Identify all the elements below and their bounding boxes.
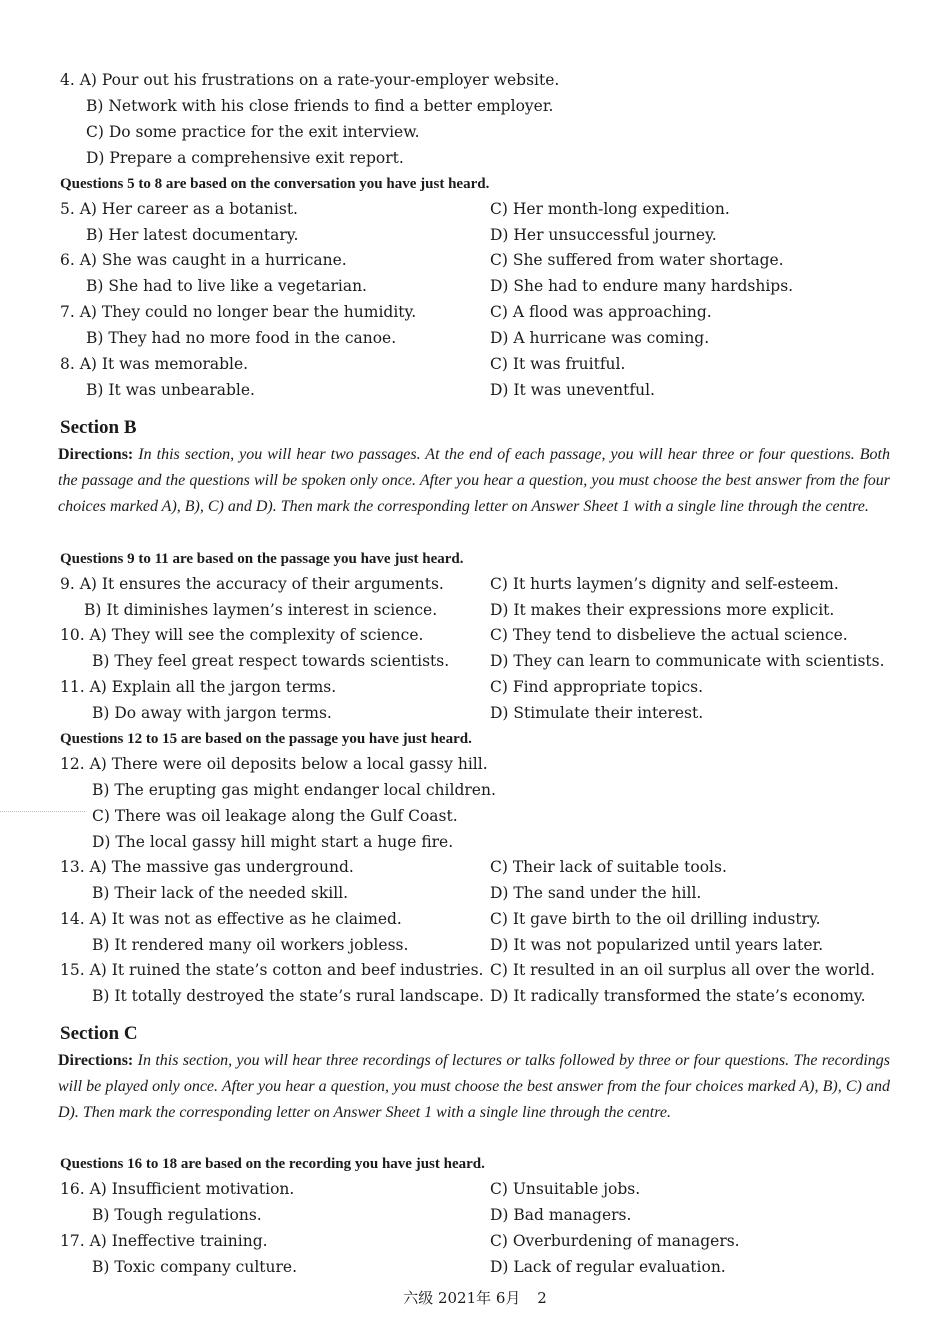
q11-option-a: 11. A) Explain all the jargon terms. xyxy=(60,678,337,696)
section-c-title: Section C xyxy=(60,1023,138,1044)
q15-option-d: D) It radically transformed the state’s economy. xyxy=(490,987,866,1005)
q14-option-c: C) It gave birth to the oil drilling industry. xyxy=(490,910,821,928)
questions-5-8-heading: Questions 5 to 8 are based on the conversation you have just heard. xyxy=(60,176,490,192)
questions-9-11-heading: Questions 9 to 11 are based on the passage you have just heard. xyxy=(60,551,464,567)
q7-option-c: C) A flood was approaching. xyxy=(490,303,712,321)
q5-option-d: D) Her unsuccessful journey. xyxy=(490,226,717,244)
section-c-directions xyxy=(58,1048,890,1126)
q16-option-b: B) Tough regulations. xyxy=(92,1206,262,1224)
q7-option-b: B) They had no more food in the canoe. xyxy=(86,329,397,347)
directions-label: Directions: xyxy=(58,446,134,463)
q8-option-a: 8. A) It was memorable. xyxy=(60,355,249,373)
q6-option-a: 6. A) She was caught in a hurricane. xyxy=(60,251,347,269)
q4-option-b: B) Network with his close friends to find a better employer. xyxy=(86,97,554,115)
q6-option-d: D) She had to endure many hardships. xyxy=(490,277,794,295)
q7-option-d: D) A hurricane was coming. xyxy=(490,329,710,347)
q17-option-b: B) Toxic company culture. xyxy=(92,1258,298,1276)
q14-option-a: 14. A) It was not as effective as he claimed. xyxy=(60,910,402,928)
q14-option-d: D) It was not popularized until years later. xyxy=(490,936,824,954)
q12-option-c: C) There was oil leakage along the Gulf Coast. xyxy=(92,807,458,825)
questions-16-18-heading: Questions 16 to 18 are based on the recording you have just heard. xyxy=(60,1156,485,1172)
q11-option-b: B) Do away with jargon terms. xyxy=(92,704,332,722)
q16-option-c: C) Unsuitable jobs. xyxy=(490,1180,641,1198)
section-b-directions xyxy=(58,442,890,520)
page-footer xyxy=(0,1287,950,1308)
q15-option-a: 15. A) It ruined the state’s cotton and beef industries. xyxy=(60,961,484,979)
q6-option-c: C) She suffered from water shortage. xyxy=(490,251,784,269)
q17-option-d: D) Lack of regular evaluation. xyxy=(490,1258,726,1276)
q12-option-a: 12. A) There were oil deposits below a local gassy hill. xyxy=(60,755,488,773)
questions-12-15-heading: Questions 12 to 15 are based on the passage you have just heard. xyxy=(60,731,472,747)
scan-mark xyxy=(0,811,85,812)
q13-option-c: C) Their lack of suitable tools. xyxy=(490,858,727,876)
q9-option-a: 9. A) It ensures the accuracy of their arguments. xyxy=(60,575,444,593)
q9-option-b: B) It diminishes laymen’s interest in science. xyxy=(84,601,438,619)
directions-label: Directions: xyxy=(58,1052,134,1069)
exam-label: 六级 2021年 6月 xyxy=(403,1289,521,1307)
q10-option-a: 10. A) They will see the complexity of science. xyxy=(60,626,424,644)
q10-option-b: B) They feel great respect towards scientists. xyxy=(92,652,450,670)
directions-text: In this section, you will hear two passages. At the end of each passage, you will hear three or four questions. Both the passage and the questions will be spoken only once. After you hear a question, you must choose the best answer from the four choices marked A), B), C) and D). Then mark the corresponding letter on Answer Sheet 1 with a single line through the centre. xyxy=(58,446,890,515)
q4-option-c: C) Do some practice for the exit interview. xyxy=(86,123,420,141)
q12-option-d: D) The local gassy hill might start a huge fire. xyxy=(92,833,454,851)
q16-option-a: 16. A) Insufficient motivation. xyxy=(60,1180,295,1198)
q13-option-a: 13. A) The massive gas underground. xyxy=(60,858,354,876)
directions-text: In this section, you will hear three recordings of lectures or talks followed by three or four questions. The recordings will be played only once. After you hear a question, you must choose the best answer from the four choices marked A), B), C) and D). Then mark the corresponding letter on Answer Sheet 1 with a single line through the centre. xyxy=(58,1052,891,1121)
q11-option-d: D) Stimulate their interest. xyxy=(490,704,704,722)
q15-option-c: C) It resulted in an oil surplus all over the world. xyxy=(490,961,875,979)
q16-option-d: D) Bad managers. xyxy=(490,1206,632,1224)
q10-option-d: D) They can learn to communicate with scientists. xyxy=(490,652,885,670)
q10-option-c: C) They tend to disbelieve the actual science. xyxy=(490,626,848,644)
q4-option-a: 4. A) Pour out his frustrations on a rate-your-employer website. xyxy=(60,71,560,89)
q5-option-a: 5. A) Her career as a botanist. xyxy=(60,200,298,218)
q15-option-b: B) It totally destroyed the state’s rural landscape. xyxy=(92,987,484,1005)
q7-option-a: 7. A) They could no longer bear the humidity. xyxy=(60,303,417,321)
q9-option-d: D) It makes their expressions more explicit. xyxy=(490,601,835,619)
q13-option-d: D) The sand under the hill. xyxy=(490,884,702,902)
page-number: 2 xyxy=(537,1289,547,1307)
q17-option-c: C) Overburdening of managers. xyxy=(490,1232,740,1250)
q5-option-c: C) Her month-long expedition. xyxy=(490,200,730,218)
q4-option-d: D) Prepare a comprehensive exit report. xyxy=(86,149,404,167)
q8-option-b: B) It was unbearable. xyxy=(86,381,255,399)
q13-option-b: B) Their lack of the needed skill. xyxy=(92,884,349,902)
q12-option-b: B) The erupting gas might endanger local children. xyxy=(92,781,496,799)
q5-option-b: B) Her latest documentary. xyxy=(86,226,299,244)
section-b-title: Section B xyxy=(60,417,137,438)
q14-option-b: B) It rendered many oil workers jobless. xyxy=(92,936,409,954)
q11-option-c: C) Find appropriate topics. xyxy=(490,678,704,696)
q8-option-d: D) It was uneventful. xyxy=(490,381,655,399)
q8-option-c: C) It was fruitful. xyxy=(490,355,626,373)
q17-option-a: 17. A) Ineffective training. xyxy=(60,1232,268,1250)
q9-option-c: C) It hurts laymen’s dignity and self-esteem. xyxy=(490,575,839,593)
q6-option-b: B) She had to live like a vegetarian. xyxy=(86,277,367,295)
